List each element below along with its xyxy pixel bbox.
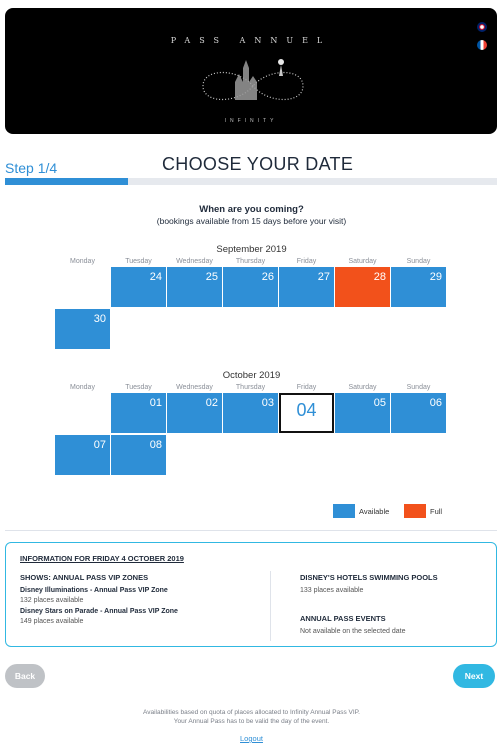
weekday-label: Sunday [406,258,431,265]
weekday-label: Wednesday [176,258,213,265]
weekday-label: Saturday [348,258,377,265]
calendar-day-full: 28 [335,267,390,307]
legend-available-label: Available [359,507,390,516]
month-title: October 2019 [222,370,281,381]
weekday-label: Friday [296,258,317,265]
logout-link[interactable]: Logout [240,734,263,743]
calendar-day-available[interactable]: 01 [111,393,166,433]
back-button[interactable]: Back [5,664,45,688]
infinity-castle-logo [183,48,323,118]
progress-bar [5,178,497,185]
weekday-label: Wednesday [176,384,213,391]
page-title: CHOOSE YOUR DATE [162,154,354,174]
calendar-day-available[interactable]: 29 [391,267,446,307]
info-title: INFORMATION FOR FRIDAY 4 OCTOBER 2019 [20,554,184,563]
pools-heading: DISNEY'S HOTELS SWIMMING POOLS [300,573,438,582]
banner-title: PASS ANNUEL [170,36,332,45]
footer-note: Your Annual Pass has to be valid the day of the event. [173,718,330,725]
banner-subtitle: INFINITY [224,118,278,124]
events-heading: ANNUAL PASS EVENTS [300,614,386,623]
fr-flag-icon[interactable] [477,40,487,50]
calendar-day-available[interactable]: 07 [55,435,110,475]
calendar-day-available[interactable]: 05 [335,393,390,433]
progress-fill [5,178,128,185]
calendar-day-available[interactable]: 02 [167,393,222,433]
step-label: Step 1/4 [5,160,58,176]
calendar-day-selected[interactable]: 04 [279,393,334,433]
calendar-day-available[interactable]: 30 [55,309,110,349]
show-places: 132 places available [20,597,84,604]
calendar-day-available[interactable]: 06 [391,393,446,433]
legend-full-label: Full [430,507,443,516]
show-name: Disney Illuminations - Annual Pass VIP Zone [20,587,168,594]
shows-heading: SHOWS: ANNUAL PASS VIP ZONES [20,573,149,582]
weekday-label: Sunday [406,384,431,391]
pools-value: 133 places available [300,587,364,594]
weekday-label: Monday [70,258,95,265]
divider [5,530,497,531]
legend-full-swatch [404,504,426,518]
footer-note: Availabilities based on quota of places allocated to Infinity Annual Pass VIP. [143,709,360,716]
next-button[interactable]: Next [453,664,495,688]
calendar-day-available[interactable]: 25 [167,267,222,307]
weekday-label: Tuesday [125,258,152,265]
weekday-label: Thursday [235,258,266,265]
info-panel [5,542,497,647]
calendar-day-available[interactable]: 03 [223,393,278,433]
weekday-label: Tuesday [125,384,152,391]
calendar-day-available[interactable]: 08 [111,435,166,475]
calendar-day-available[interactable]: 24 [111,267,166,307]
info-separator [270,571,271,641]
question-subtitle: (bookings available from 15 days before your visit) [156,216,347,226]
uk-flag-icon[interactable] [477,22,487,32]
events-value: Not available on the selected date [300,628,406,635]
banner [5,8,497,134]
weekday-label: Thursday [235,384,266,391]
calendar-day-available[interactable]: 27 [279,267,334,307]
question-title: When are you coming? [199,204,304,215]
month-title: September 2019 [216,244,287,255]
weekday-label: Monday [70,384,95,391]
show-places: 149 places available [20,618,84,625]
weekday-label: Friday [296,384,317,391]
weekday-label: Saturday [348,384,377,391]
legend-available-swatch [333,504,355,518]
calendar-day-available[interactable]: 26 [223,267,278,307]
show-name: Disney Stars on Parade - Annual Pass VIP Zone [20,608,178,615]
